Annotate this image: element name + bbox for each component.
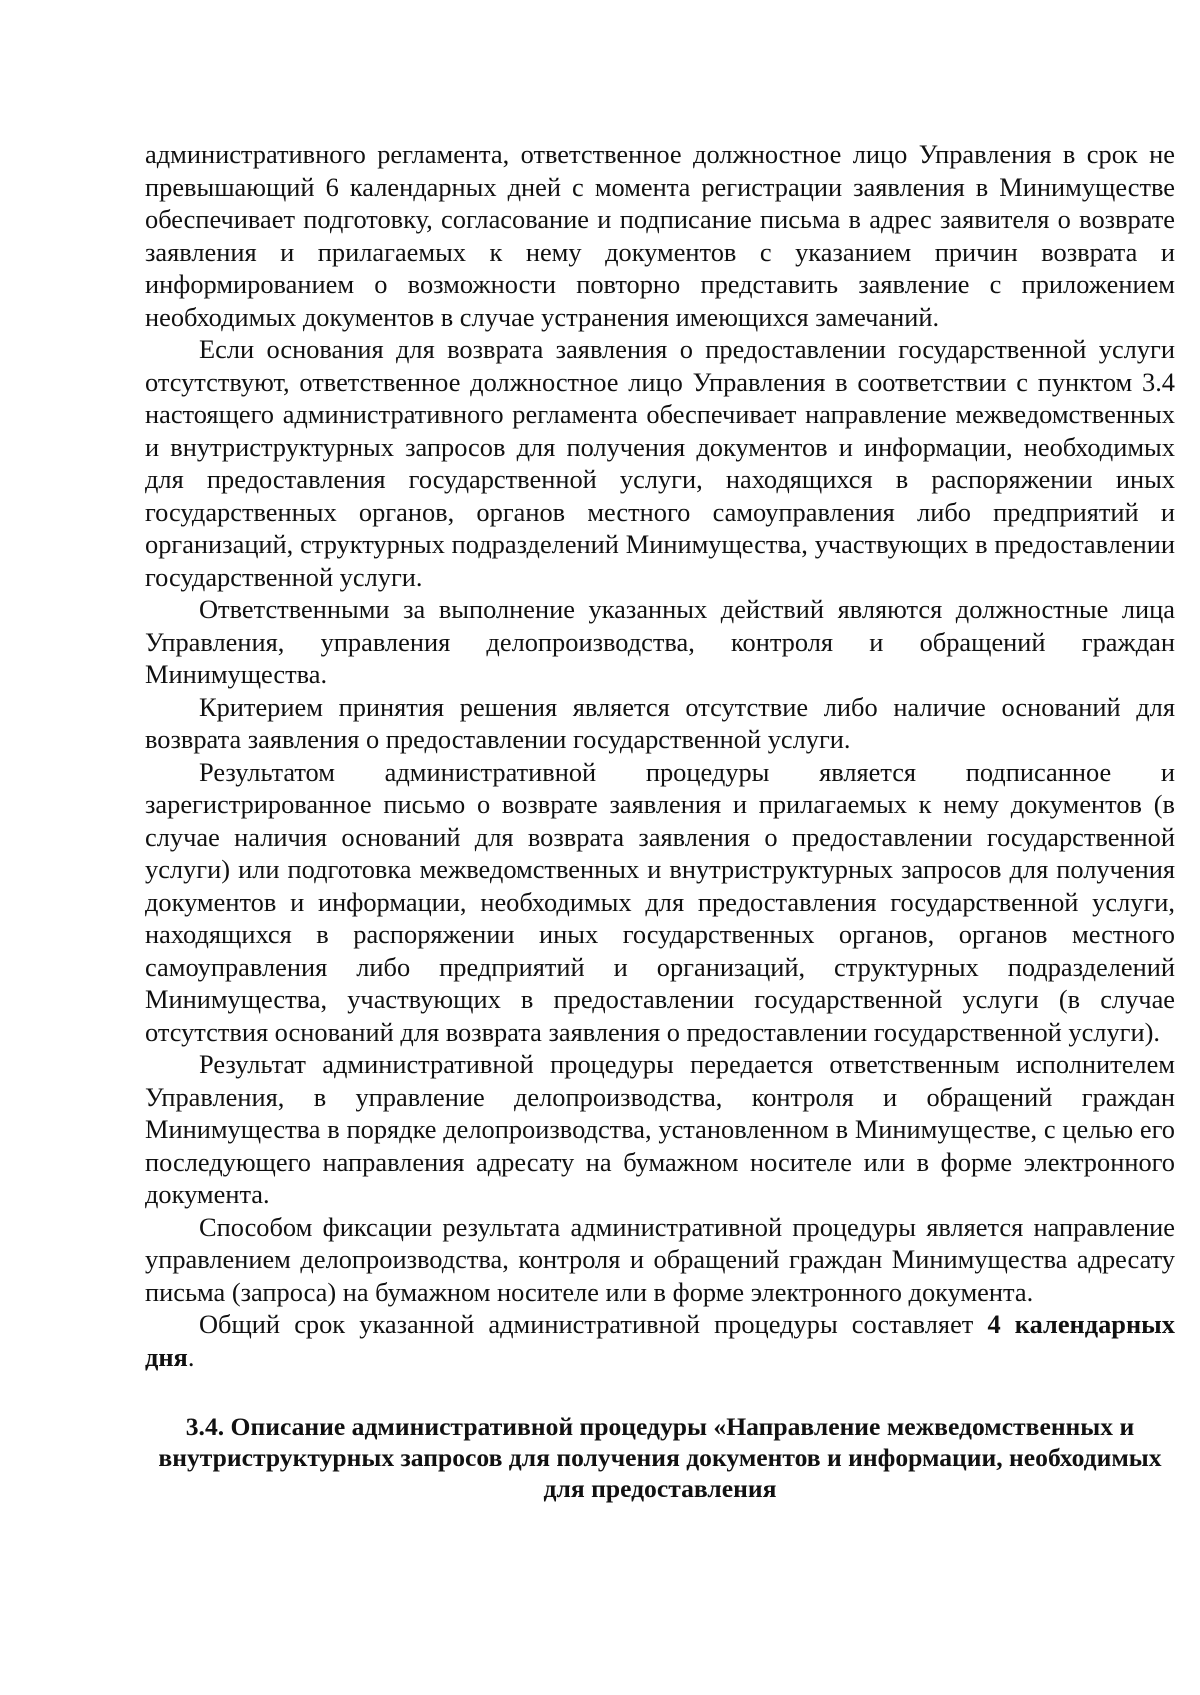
paragraph-procedure-result: Результатом административной процедуры является подписанное и зарегистрированное письмо о возврате заявления и прилагаемых к нему документов (в случае наличия оснований для возврата заявления о предоставлении государственной услуги) или подготовка межведомственных и внутриструктурных запросов для получения документов и информации, необходимых для предоставления государственной услуги, находящихся в распоряжении иных государственных органов, органов местного самоуправления либо предприятий и организаций, структурных подразделений Минимущества, участвующих в предоставлении государственной услуги (в случае отсутствия оснований для возврата заявления о предоставлении государственной услуги). [145,756,1175,1047]
total-term-value: 4 календарных дня [145,1309,1175,1372]
paragraph-decision-criterion: Критерием принятия решения является отсутствие либо наличие оснований для возврата заявления о предоставлении государственной услуги. [145,691,1175,754]
section-heading-3-4: 3.4. Описание административной процедуры «Направление межведомственных и внутриструктурных запросов для получения документов и информации, необходимых для предоставления [158,1412,1162,1503]
paragraph-continuation: административного регламента, ответственное должностное лицо Управления в срок не превышающий 6 календарных дней с момента регистрации заявления в Минимуществе обеспечивает подготовку, согласование и подписание письма в адрес заявителя о возврате заявления и прилагаемых к нему документов с указанием причин возврата и информированием о возможности повторно представить заявление с приложением необходимых документов в случае устранения имеющихся замечаний. [145,139,1175,332]
total-term-end: . [187,1341,195,1372]
paragraph-responsible-persons: Ответственными за выполнение указанных действий являются должностные лица Управления, управления делопроизводства, контроля и обращений граждан Минимущества. [145,594,1175,689]
paragraph-result-transfer: Результат административной процедуры передается ответственным исполнителем Управления, в управление делопроизводства, контроля и обращений граждан Минимущества в порядке делопроизводства, установленном в Минимуществе, с целью его последующего направления адресату на бумажном носителе или в форме электронного документа. [145,1049,1175,1209]
total-term-text: Общий срок указанной административной процедуры составляет [199,1309,974,1339]
paragraph-fixation-method: Способом фиксации результата административной процедуры является направление управлением делопроизводства, контроля и обращений граждан Минимущества адресату письма (запроса) на бумажном носителе или в форме электронного документа. [145,1211,1175,1307]
document-page [145,138,1175,1504]
paragraph-no-grounds: Если основания для возврата заявления о предоставлении государственной услуги отсутствуют, ответственное должностное лицо Управления в соответствии с пунктом 3.4 настоящего административного регламента обеспечивает направление межведомственных и внутриструктурных запросов для получения документов и информации, необходимых для предоставления государственной услуги, находящихся в распоряжении иных государственных органов, органов местного самоуправления либо предприятий и организаций, структурных подразделений Минимущества, участвующих в предоставлении государственной услуги. [145,334,1175,592]
paragraph-total-term [145,1308,1175,1373]
